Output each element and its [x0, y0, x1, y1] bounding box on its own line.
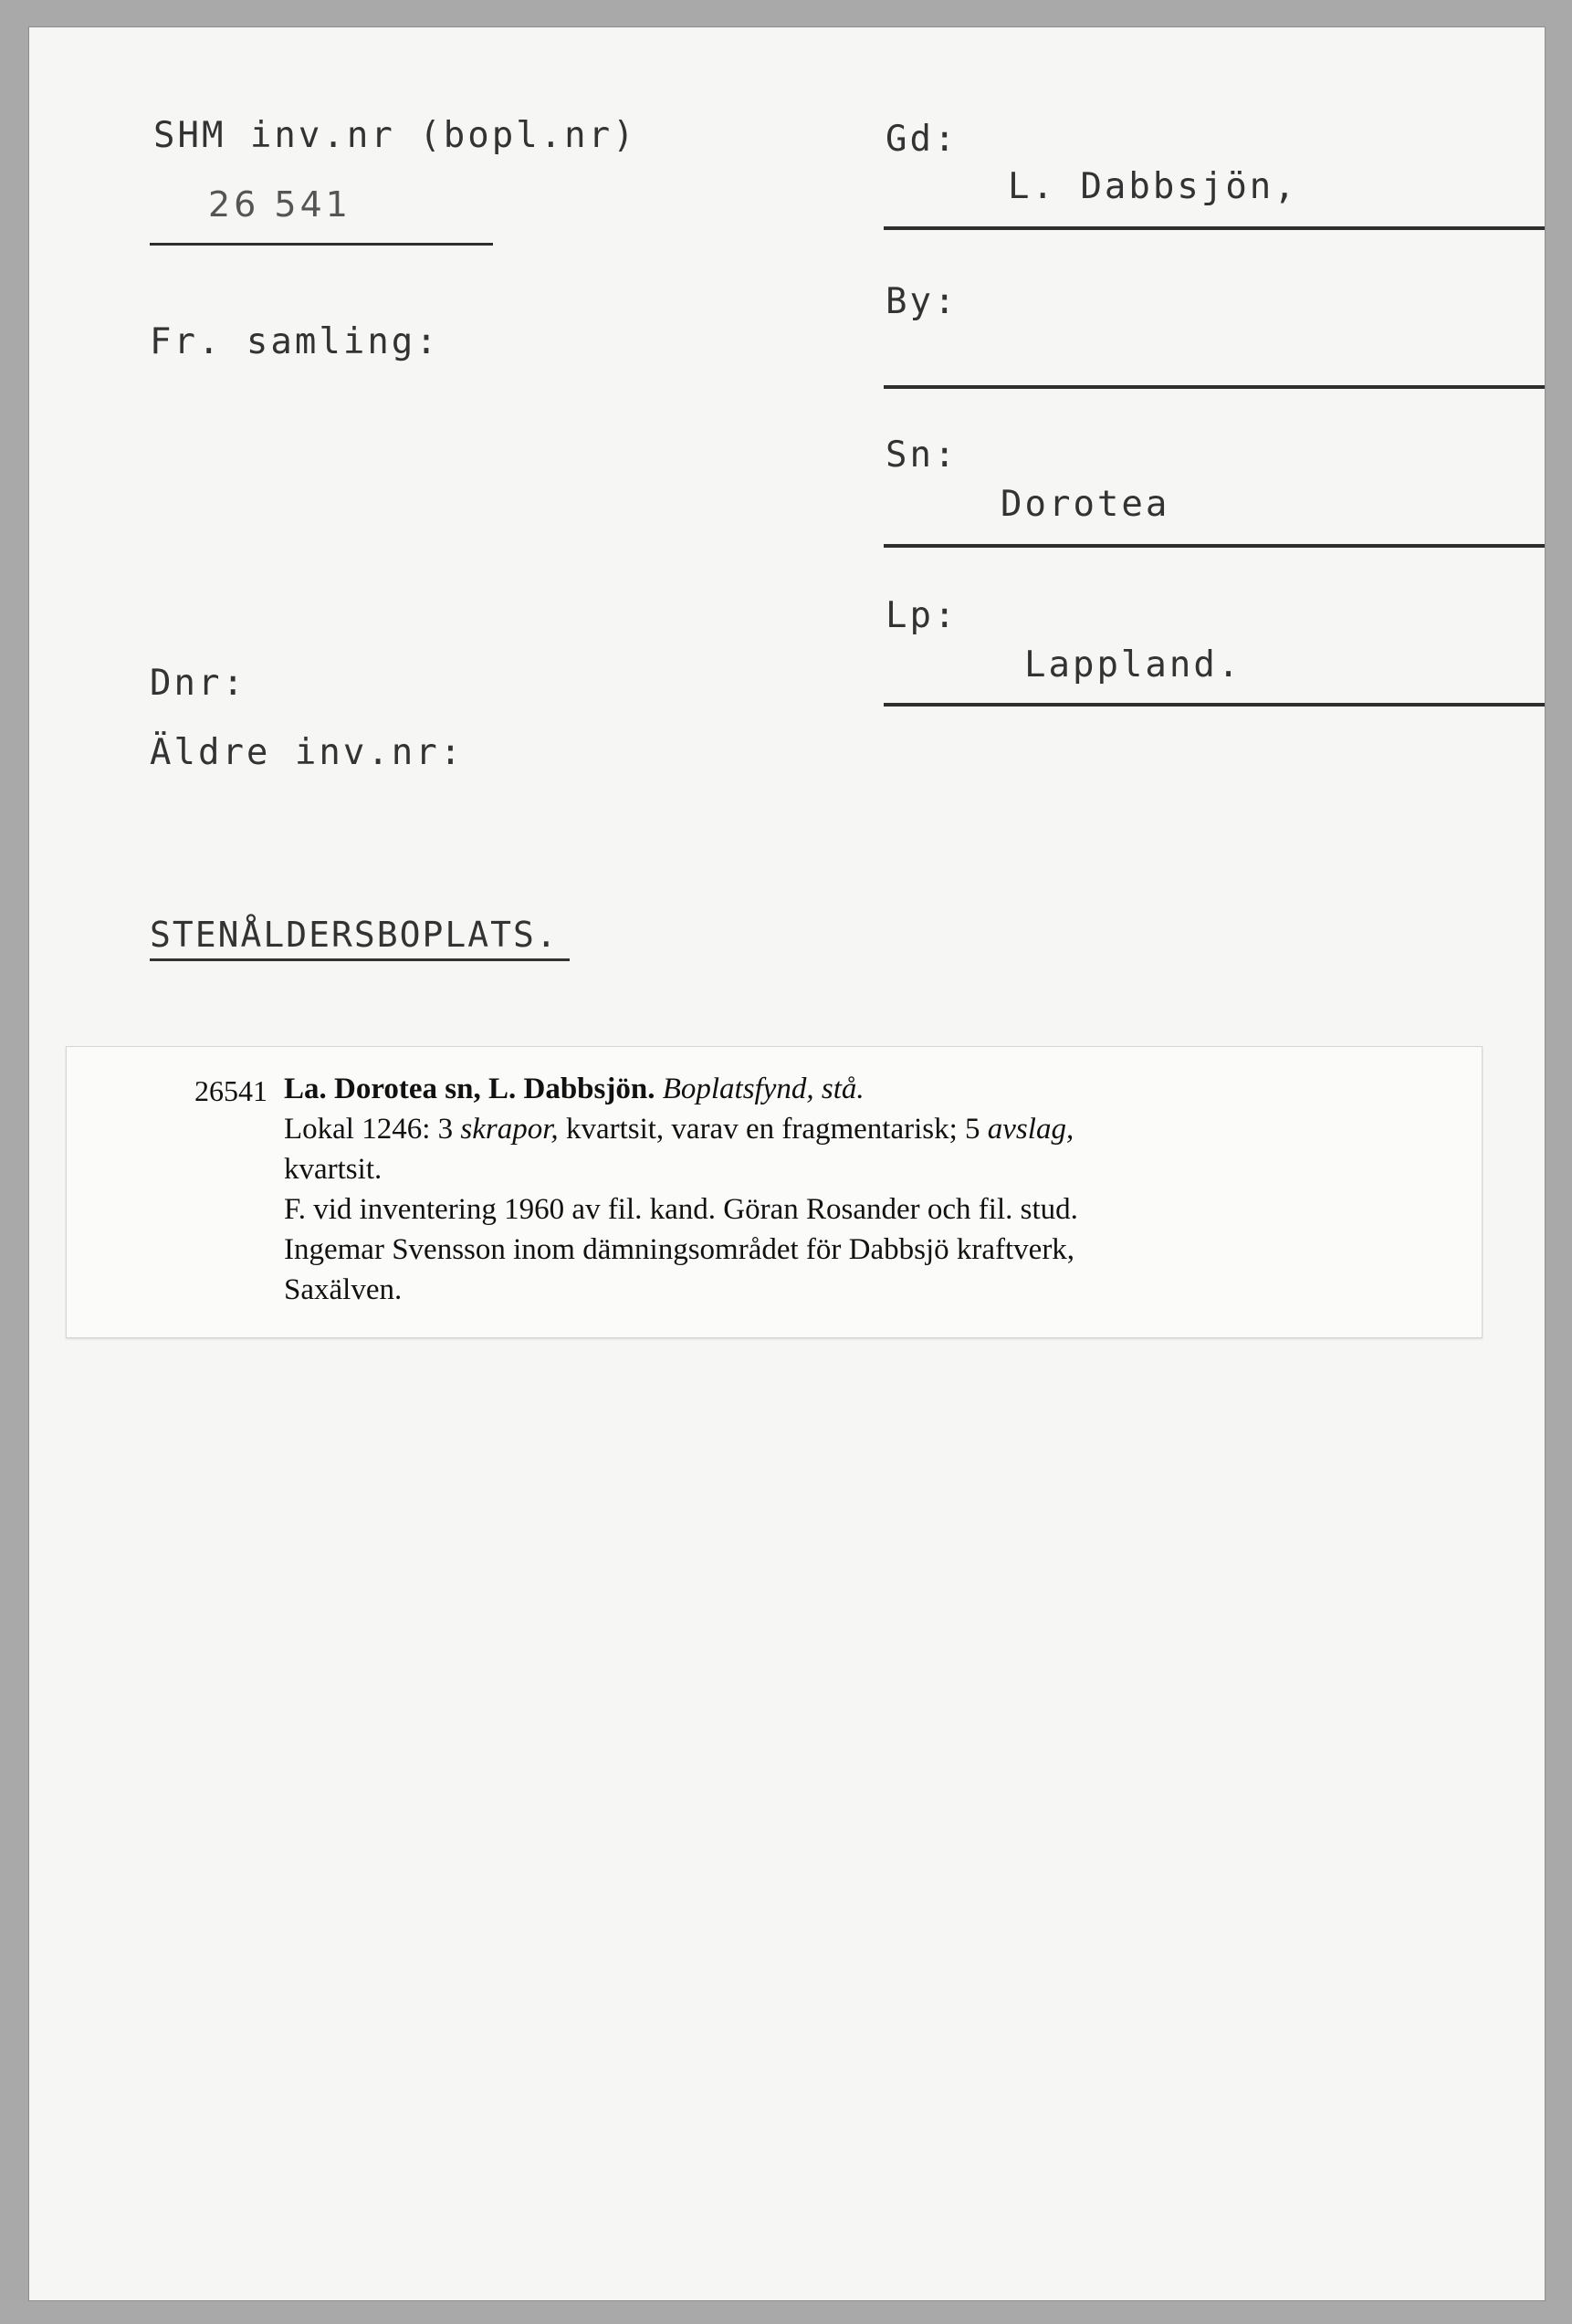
by-label: By: [886, 281, 959, 322]
lp-label: Lp: [886, 595, 959, 636]
entry-line-4: F. vid inventering 1960 av fil. kand. Göran Rosander och fil. stud. [284, 1193, 1078, 1226]
entry-skrapor: skrapor, [460, 1113, 559, 1146]
lp-value: Lappland. [1024, 644, 1242, 686]
sn-divider [884, 544, 1545, 548]
entry-line-6: Saxälven. [284, 1273, 403, 1306]
entry-line-5: Ingemar Svensson inom dämningsområdet för Dabbsjö kraftverk, [284, 1233, 1075, 1266]
aldre-inv-nr-label: Äldre inv.nr: [150, 732, 465, 773]
entry-line-1 [284, 1069, 1462, 1109]
inv-nr-divider [150, 243, 493, 246]
samling-label: Fr. samling: [150, 321, 440, 362]
entry-line-2a: Lokal 1246: 3 [284, 1113, 454, 1146]
lp-divider [884, 703, 1545, 707]
entry-line-3: kvartsit. [284, 1153, 383, 1186]
site-type-underline [150, 958, 570, 961]
site-type-heading: STENÅLDERSBOPLATS. [150, 915, 559, 955]
sn-label: Sn: [886, 434, 959, 476]
gd-divider [884, 226, 1545, 230]
entry-number: 26541 [194, 1074, 267, 1107]
sn-value: Dorotea [1001, 484, 1170, 525]
gd-label: Gd: [886, 119, 959, 160]
inv-nr-label: SHM inv.nr (bopl.nr) [153, 115, 637, 156]
dnr-label: Dnr: [150, 663, 246, 704]
entry-text [284, 1069, 1462, 1310]
entry-avslag: avslag, [987, 1113, 1074, 1146]
inv-nr-value: 26 541 [208, 184, 351, 225]
entry-line-2 [284, 1109, 1462, 1149]
catalog-entry-slip [66, 1046, 1483, 1338]
catalog-card [29, 27, 1545, 2300]
by-divider [884, 385, 1545, 389]
entry-location: La. Dorotea sn, L. Dabbsjön. [284, 1073, 655, 1105]
gd-value: L. Dabbsjön, [1008, 166, 1298, 207]
entry-line-2b: kvartsit, varav en fragmentarisk; 5 [565, 1113, 980, 1146]
entry-find-type: Boplatsfynd, stå. [662, 1073, 865, 1105]
